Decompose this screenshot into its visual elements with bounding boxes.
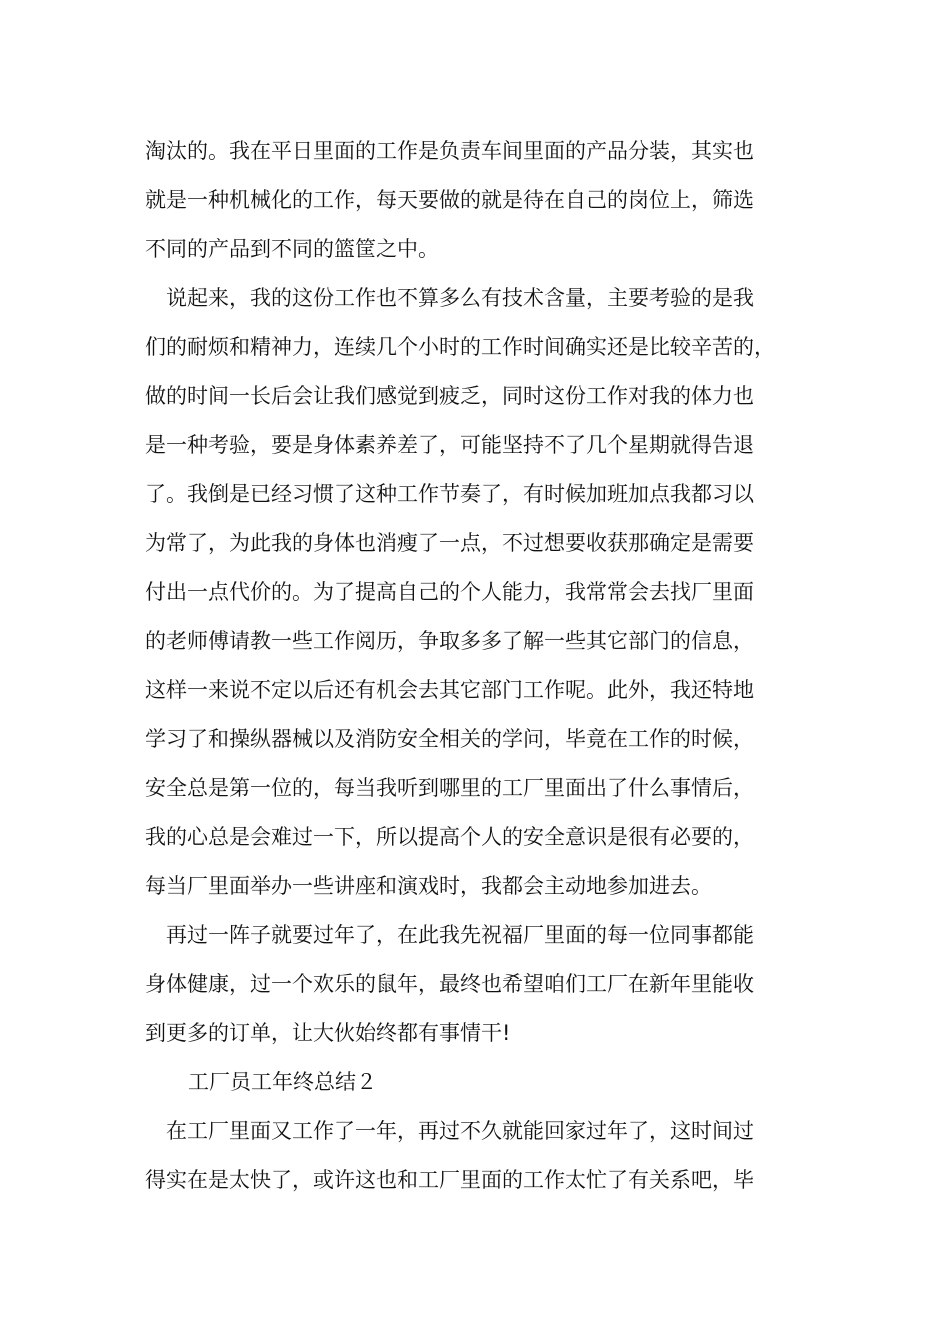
- paragraph-line: 得实在是太快了，或许这也和工厂里面的工作太忙了有关系吧，毕: [145, 1168, 754, 1192]
- document-body: [145, 127, 825, 1205]
- paragraph-line: 再过一阵子就要过年了，在此我先祝福厂里面的每一位同事都能: [166, 923, 754, 947]
- paragraph-line: 说起来，我的这份工作也不算多么有技术含量，主要考验的是我: [166, 286, 754, 310]
- paragraph-line: 身体健康，过一个欢乐的鼠年，最终也希望咱们工厂在新年里能收: [145, 972, 754, 996]
- paragraph-line: 做的时间一长后会让我们感觉到疲乏，同时这份工作对我的体力也: [145, 384, 754, 408]
- paragraph-line: 不同的产品到不同的篮筐之中。: [145, 237, 439, 261]
- paragraph-line: 们的耐烦和精神力，连续几个小时的工作时间确实还是比较辛苦的，: [145, 335, 775, 359]
- paragraph-line: 我的心总是会难过一下，所以提高个人的安全意识是很有必要的，: [145, 825, 754, 849]
- paragraph-line: 是一种考验，要是身体素养差了，可能坚持不了几个星期就得告退: [145, 433, 754, 457]
- section-heading: 工厂员工年终总结２: [188, 1070, 377, 1094]
- paragraph-line: 就是一种机械化的工作，每天要做的就是待在自己的岗位上，筛选: [145, 188, 754, 212]
- paragraph-line: 安全总是第一位的，每当我听到哪里的工厂里面出了什么事情后，: [145, 776, 754, 800]
- paragraph-line: 在工厂里面又工作了一年，再过不久就能回家过年了，这时间过: [166, 1119, 754, 1143]
- paragraph-line: 为常了，为此我的身体也消瘦了一点，不过想要收获那确定是需要: [145, 531, 754, 555]
- paragraph-line: 这样一来说不定以后还有机会去其它部门工作呢。此外，我还特地: [145, 678, 754, 702]
- paragraph-line: 了。我倒是已经习惯了这种工作节奏了，有时候加班加点我都习以: [145, 482, 754, 506]
- paragraph-line: 淘汰的。我在平日里面的工作是负责车间里面的产品分装，其实也: [145, 139, 754, 163]
- paragraph-line: 学习了和操纵器械以及消防安全相关的学问，毕竟在工作的时候，: [145, 727, 754, 751]
- paragraph-line: 付出一点代价的。为了提高自己的个人能力，我常常会去找厂里面: [145, 580, 754, 604]
- paragraph-line: 到更多的订单，让大伙始终都有事情干!: [145, 1021, 511, 1045]
- paragraph-line: 每当厂里面举办一些讲座和演戏时，我都会主动地参加进去。: [145, 874, 712, 898]
- paragraph-line: 的老师傅请教一些工作阅历，争取多多了解一些其它部门的信息，: [145, 629, 754, 653]
